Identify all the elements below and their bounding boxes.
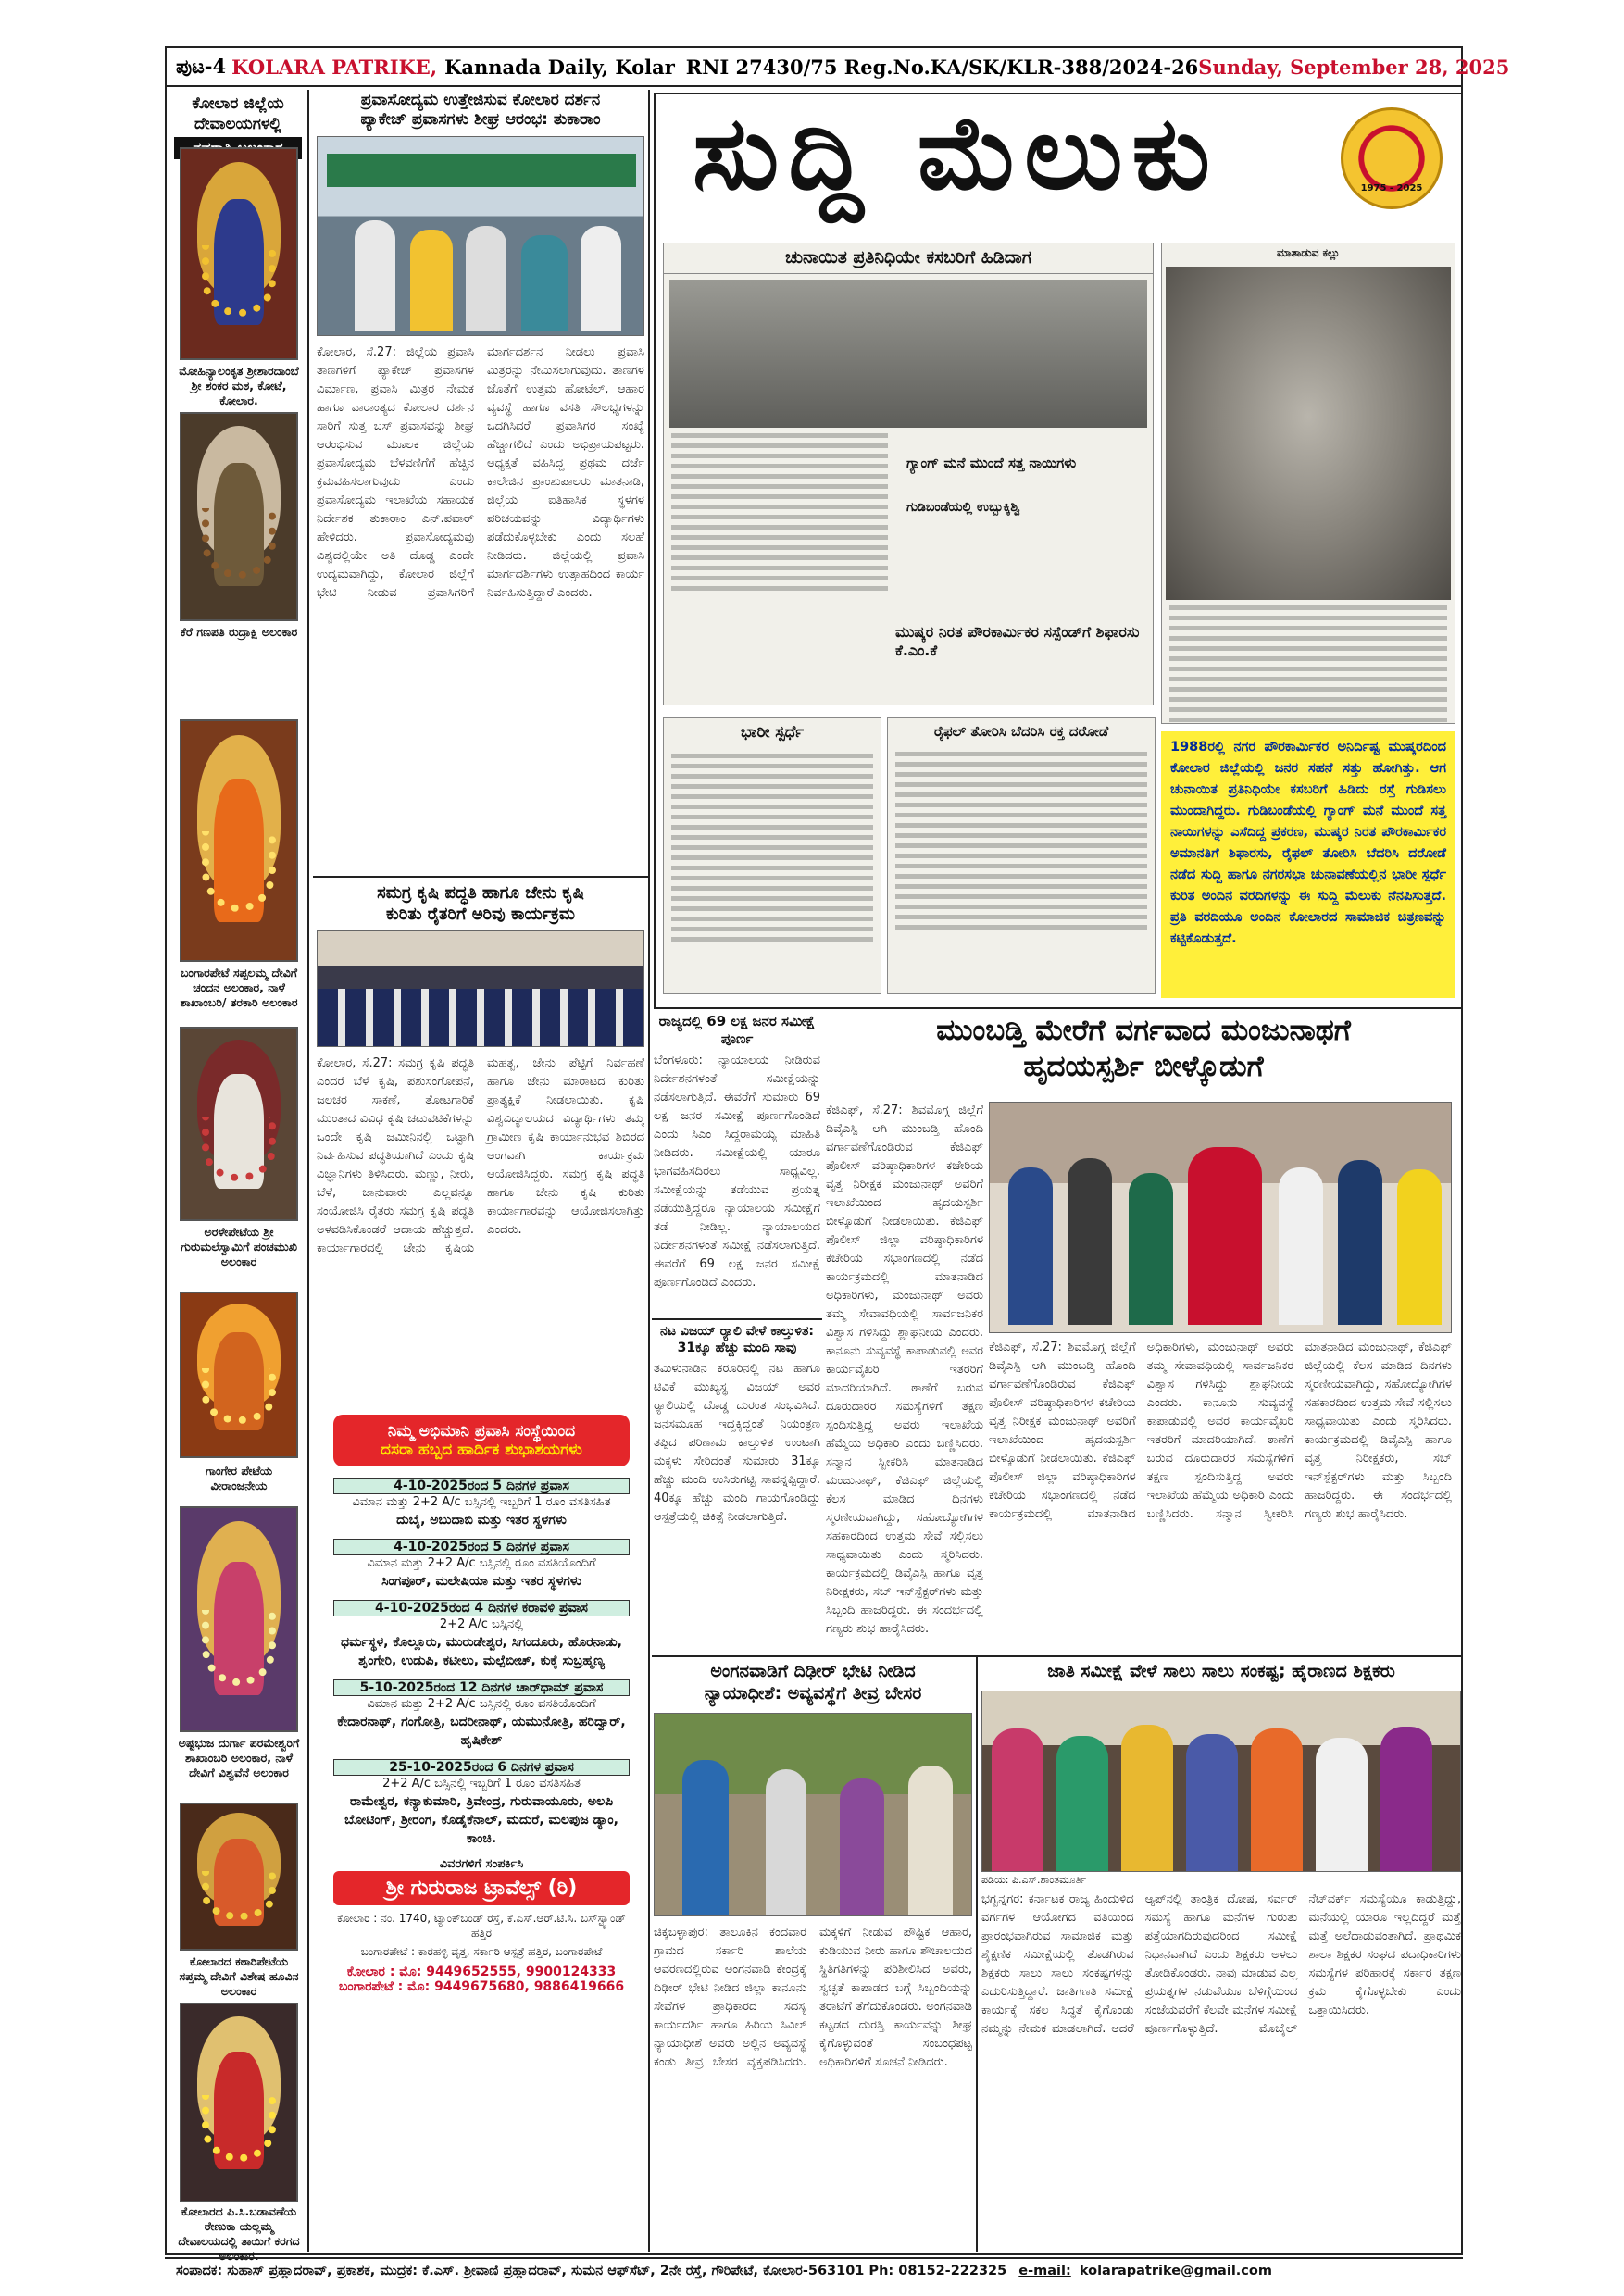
- clip-garbage-headline: ಚುನಾಯಿತ ಪ್ರತಿನಿಧಿಯೇ ಕಸಬರಿಗೆ ಹಿಡಿದಾಗ: [664, 243, 1153, 274]
- article-anganwadi-headline-2: ನ್ಯಾಯಾಧೀಶೆ: ಅವ್ಯವಸ್ಥೆಗೆ ತೀವ್ರ ಬೇಸರ: [704, 1682, 922, 1703]
- temple-heading-1: ಕೋಲಾರ ಜಿಲ್ಲೆಯ: [192, 94, 284, 113]
- temple-caption-7: ಕೋಲಾರದ ಕಠಾರಿಪೇಟೆಯ ಸಪ್ತಮ್ಮ ದೇವಿಗೆ ವಿಶೇಷ ಹೂವಿನ ಅಲಂಕಾರ: [179, 1954, 299, 1998]
- suddi-melaku-section: [654, 93, 1463, 1009]
- article-tourism: [317, 91, 644, 876]
- ad-phone-1: ಕೋಲಾರ : ಮೊ: 9449652555, 9900124333: [346, 1965, 617, 1979]
- article-agriculture-headline-1: ಸಮಗ್ರ ಕೃಷಿ ಪದ್ಧತಿ ಹಾಗೂ ಜೇನು ಕೃಷಿ: [377, 883, 584, 903]
- temple-caption-5: ಗಾಂಗೇರ ಪೇಟೆಯ ವೀರಾಂಜನೇಯ: [205, 1464, 273, 1492]
- ad-company: ಶ್ರೀ ಗುರುರಾಜ ಟ್ರಾವೆಲ್ಸ್ (ರಿ): [333, 1871, 630, 1905]
- paper-subtitle: Kannada Daily, Kolar: [444, 55, 675, 79]
- agriculture-event-photo: [317, 930, 644, 1047]
- clip-garbage: [663, 243, 1154, 705]
- clip-stone-photo: [1166, 267, 1451, 600]
- article-survey-body: ಬೆಂಗಳೂರು: ನ್ಯಾಯಾಲಯ ನೀಡಿರುವ ನಿರ್ದೇಶನಗಳಂತೆ ಸಮೀಕ್ಷೆಯನ್ನು ನಡೆಸಲಾಗುತ್ತಿದೆ. ಈವರೆಗೆ ಸುಮಾರು 69 ಲಕ್ಷ ಜನರ ಸಮೀಕ್ಷೆ ಪೂರ್ಣಗೊಂಡಿದೆ ಎಂದು ಸಿಎಂ ಸಿದ್ದರಾಮಯ್ಯ ಮಾಹಿತಿ ನೀಡಿದರು. ಸಮೀಕ್ಷೆಯಲ್ಲಿ ಯಾರೂ ಭಾಗವಹಿಸದಿರಲು ಸಾಧ್ಯವಿಲ್ಲ. ಸಮೀಕ್ಷೆಯನ್ನು ತಡೆಯುವ ಪ್ರಯತ್ನ ನಡೆಯುತ್ತಿದ್ದರೂ ನ್ಯಾಯಾಲಯ ಸಮೀಕ್ಷೆಗೆ ತಡೆ ನೀಡಿಲ್ಲ. ನ್ಯಾಯಾಲಯದ ನಿರ್ದೇಶನಗಳಂತೆ ಸಮೀಕ್ಷೆ ನಡೆಸಲಾಗುತ್ತಿದೆ. ಈವರೆಗೆ 69 ಲಕ್ಷ ಜನರ ಸಮೀಕ್ಷೆ ಪೂರ್ಣಗೊಂಡಿದೆ ಎಂದರು.: [654, 1053, 820, 1290]
- temple-caption-6: ಅಷ್ಟಭುಜ ದುರ್ಗಾ ಪರಮೇಶ್ವರಿಗೆ ಶಾಖಾಂಬರಿ ಅಲಂಕಾರ, ನಾಳೆ ದೇವಿಗೆ ವಿಶ್ವವೆನೆ ಅಲಂಕಾರ: [178, 1736, 300, 1779]
- article-tourism-headline-2: ಪ್ಯಾಕೇಜ್ ಪ್ರವಾಸಗಳು ಶೀಘ್ರ ಆರಂಭ: ತುಕಾರಾಂ: [360, 110, 601, 130]
- ad-tour-4: [333, 1679, 630, 1750]
- article-caste-survey-body: ಭಗ್ವನ್ನಗರ: ಕರ್ನಾಟಕ ರಾಜ್ಯ ಹಿಂದುಳಿದ ವರ್ಗಗಳ ಆಯೋಗದ ವತಿಯಿಂದ ಪ್ರಾರಂಭವಾಗಿರುವ ಸಾಮಾಜಿಕ ಮತ್ತು ಶೈಕ್ಷಣಿಕ ಸಮೀಕ್ಷೆಯಲ್ಲಿ ತೊಡಗಿರುವ ಶಿಕ್ಷಕರು ಸಾಲು ಸಾಲು ಸಂಕಷ್ಟಗಳನ್ನು ಎದುರಿಸುತ್ತಿದ್ದಾರೆ. ಜಾತಿಗಣತಿ ಸಮೀಕ್ಷೆ ಕಾರ್ಯಕ್ಕೆ ಸಕಲ ಸಿದ್ಧತೆ ಕೈಗೊಂಡು ನಮ್ಮನ್ನು ನೇಮಕ ಮಾಡಲಾಗಿದೆ. ಆದರೆ ಆ್ಯಪ್‌ನಲ್ಲಿ ತಾಂತ್ರಿಕ ದೋಷ, ಸರ್ವರ್ ಸಮಸ್ಯೆ ಹಾಗೂ ಮನೆಗಳ ಗುರುತು ಪತ್ತೆಯಾಗದಿರುವುದರಿಂದ ಸಮೀಕ್ಷೆ ನಿಧಾನವಾಗಿದೆ ಎಂದು ಶಿಕ್ಷಕರು ಅಳಲು ತೋಡಿಕೊಂಡರು. ನಾವು ಮಾಡುವ ಎಲ್ಲ ಪ್ರಯತ್ನಗಳ ನಡುವೆಯೂ ಬೆಳಿಗ್ಗೆಯಿಂದ ಸಂಜೆಯವರೆಗೆ ಕೆಲವೇ ಮನೆಗಳ ಸಮೀಕ್ಷೆ ಪೂರ್ಣಗೊಳ್ಳುತ್ತಿದೆ. ಮೊಬೈಲ್ ನೆಟ್‌ವರ್ಕ್ ಸಮಸ್ಯೆಯೂ ಕಾಡುತ್ತಿದ್ದು, ಮನೆಯಲ್ಲಿ ಯಾರೂ ಇಲ್ಲದಿದ್ದರೆ ಮತ್ತೆ ಮತ್ತೆ ಅಲೆದಾಡುವಂತಾಗಿದೆ. ಪ್ರಾಥಮಿಕ ಶಾಲಾ ಶಿಕ್ಷಕರ ಸಂಘದ ಪದಾಧಿಕಾರಿಗಳು ಸಮಸ್ಯೆಗಳ ಪರಿಹಾರಕ್ಕೆ ಸರ್ಕಾರ ತಕ್ಷಣ ಕ್ರಮ ಕೈಗೊಳ್ಳಬೇಕು ಎಂದು ಒತ್ತಾಯಿಸಿದರು.: [981, 1891, 1461, 2036]
- article-survey-headline: ರಾಜ್ಯದಲ್ಲಿ 69 ಲಕ್ಷ ಜನರ ಸಮೀಕ್ಷೆ ಪೂರ್ಣ: [658, 1013, 816, 1047]
- article-anganwadi-body: ಚಿಕ್ಕಬಳ್ಳಾಪುರ: ತಾಲೂಕಿನ ಕಂದವಾರ ಗ್ರಾಮದ ಸರ್ಕಾರಿ ಶಾಲೆಯ ಆವರಣದಲ್ಲಿರುವ ಅಂಗನವಾಡಿ ಕೇಂದ್ರಕ್ಕೆ ದಿಢೀರ್ ಭೇಟಿ ನೀಡಿದ ಜಿಲ್ಲಾ ಕಾನೂನು ಸೇವೆಗಳ ಪ್ರಾಧಿಕಾರದ ಸದಸ್ಯ ಕಾರ್ಯದರ್ಶಿ ಹಾಗೂ ಹಿರಿಯ ಸಿವಿಲ್ ನ್ಯಾಯಾಧೀಶೆ ಅವರು ಅಲ್ಲಿನ ಅವ್ಯವಸ್ಥೆ ಕಂಡು ತೀವ್ರ ಬೇಸರ ವ್ಯಕ್ತಪಡಿಸಿದರು. ಮಕ್ಕಳಿಗೆ ನೀಡುವ ಪೌಷ್ಟಿಕ ಆಹಾರ, ಕುಡಿಯುವ ನೀರು ಹಾಗೂ ಶೌಚಾಲಯದ ಸ್ಥಿತಿಗತಿಗಳನ್ನು ಪರಿಶೀಲಿಸಿದ ಅವರು, ಸ್ವಚ್ಛತೆ ಕಾಪಾಡದ ಬಗ್ಗೆ ಸಿಬ್ಬಂದಿಯನ್ನು ತರಾಟೆಗೆ ತೆಗೆದುಕೊಂಡರು. ಅಂಗನವಾಡಿ ಕಟ್ಟಡದ ದುರಸ್ತಿ ಕಾರ್ಯವನ್ನು ಶೀಘ್ರ ಕೈಗೊಳ್ಳುವಂತೆ ಸಂಬಂಧಪಟ್ಟ ಅಧಿಕಾರಿಗಳಿಗೆ ಸೂಚನೆ ನೀಡಿದರು.: [654, 1925, 972, 2069]
- temple-caption-8: ಕೋಲಾರದ ಪಿ.ಸಿ.ಬಡಾವಣೆಯ ರೇಣುಕಾ ಯಲ್ಲಮ್ಮ ದೇವಾಲಯದಲ್ಲಿ ತಾಯಿಗೆ ಕರಗದ ಅಲಂಕಾರ.: [178, 2204, 300, 2263]
- ad-tour-2-sub: ವಿಮಾನ ಮತ್ತು 2+2 A/c ಬಸ್ಸಿನಲ್ಲಿ ರೂಂ ವಸತಿಯೊಂದಿಗೆ: [367, 1556, 596, 1570]
- suddi-melaku-title: ಸುದ್ದಿ ಮೆಲುಕು: [693, 93, 1219, 212]
- ad-tour-1-head: 4-10-2025ರಂದ 5 ದಿನಗಳ ಪ್ರವಾಸ: [333, 1478, 630, 1494]
- article-agriculture-headline-2: ಕುರಿತು ರೈತರಿಗೆ ಅರಿವು ಕಾರ್ಯಕ್ರಮ: [385, 904, 576, 924]
- temple-caption-3: ಬಂಗಾರಪೇಟೆ ಸಪ್ಪಲಮ್ಮ ದೇವಿಗೆ ಚಂದನ ಅಲಂಕಾರ, ನಾಳೆ ಶಾಖಾಂಬರಿ/ ತರಕಾರಿ ಅಲಂಕಾರ: [180, 966, 298, 1009]
- clip-stone-caption: ಮಾತಾಡುವ ಕಲ್ಲು: [1276, 246, 1340, 259]
- article-farewell-headline-2: ಹೃದಯಸ್ಪರ್ಶಿ ಬೀಳ್ಕೊಡುಗೆ: [1023, 1049, 1264, 1083]
- ad-tour-3-places: ಧರ್ಮಸ್ಥಳ, ಕೊಲ್ಲೂರು, ಮುರುಡೇಶ್ವರ, ಸಿಗಂದೂರು, ಹೊರನಾಡು, ಶೃಂಗೇರಿ, ಉಡುಪಿ, ಕಟೀಲು, ಮಲ್ಪೆಬೀಚ್, ಕುಕ್ಕೆ ಸುಬ್ರಹ್ಮಣ್ಯ: [341, 1635, 622, 1668]
- ad-tour-2: [333, 1539, 630, 1591]
- clip-gudibande-headline: ಗುಡಿಬಂಡೆಯಲ್ಲಿ ಉಬ್ಬುಕ್ಕಿಶ್ವಿ: [906, 499, 1020, 515]
- temple-photo-7: [180, 1803, 298, 1951]
- logo-years: 1975 - 2025: [1360, 183, 1423, 193]
- article-agriculture-body: ಕೋಲಾರ, ಸೆ.27: ಸಮಗ್ರ ಕೃಷಿ ಪದ್ಧತಿ ಎಂದರೆ ಬೆಳೆ ಕೃಷಿ, ಪಶುಸಂಗೋಪನೆ, ಜಲಚರ ಸಾಕಣೆ, ತೋಟಗಾರಿಕೆ ಮುಂತಾದ ವಿವಿಧ ಕೃಷಿ ಚಟುವಟಿಕೆಗಳನ್ನು ಒಂದೇ ಕೃಷಿ ಜಮೀನಿನಲ್ಲಿ ಒಟ್ಟಾಗಿ ನಿರ್ವಹಿಸುವ ಪದ್ಧತಿಯಾಗಿದೆ ಎಂದು ಕೃಷಿ ವಿಜ್ಞಾನಿಗಳು ತಿಳಿಸಿದರು. ಮಣ್ಣು, ನೀರು, ಬೆಳೆ, ಜಾನುವಾರು ಎಲ್ಲವನ್ನೂ ಸಂಯೋಜಿಸಿ ರೈತರು ಸಮಗ್ರ ಕೃಷಿ ಪದ್ಧತಿ ಅಳವಡಿಸಿಕೊಂಡರೆ ಆದಾಯ ಹೆಚ್ಚುತ್ತದೆ. ಕಾರ್ಯಾಗಾರದಲ್ಲಿ ಜೇನು ಕೃಷಿಯ ಮಹತ್ವ, ಜೇನು ಪೆಟ್ಟಿಗೆ ನಿರ್ವಹಣೆ ಹಾಗೂ ಜೇನು ಮಾರಾಟದ ಕುರಿತು ಪ್ರಾತ್ಯಕ್ಷಿಕೆ ನೀಡಲಾಯಿತು. ಕೃಷಿ ವಿಶ್ವವಿದ್ಯಾಲಯದ ವಿದ್ಯಾರ್ಥಿಗಳು ತಮ್ಮ ಗ್ರಾಮೀಣ ಕೃಷಿ ಕಾರ್ಯಾನುಭವ ಶಿಬಿರದ ಅಂಗವಾಗಿ ಕಾರ್ಯಕ್ರಮ ಆಯೋಜಿಸಿದ್ದರು. ಸಮಗ್ರ ಕೃಷಿ ಪದ್ಧತಿ ಹಾಗೂ ಜೇನು ಕೃಷಿ ಕುರಿತು ಕಾರ್ಯಾಗಾರವನ್ನು ಆಯೋಜಿಸಲಾಗಿತ್ತು ಎಂದರು.: [317, 1056, 644, 1255]
- ad-top-banner: [333, 1415, 630, 1466]
- ad-tour-5-head: 25-10-2025ರಂದ 6 ದಿನಗಳ ಪ್ರವಾಸ: [333, 1759, 630, 1776]
- registration-number: RNI 27430/75 Reg.No.KA/SK/KLR-388/2024-26: [685, 55, 1199, 79]
- ad-tour-5-sub: 2+2 A/c ಬಸ್ಸಿನಲ್ಲಿ ಇಬ್ಬರಿಗೆ 1 ರೂಂ ವಸತಿಸಹಿತ: [382, 1777, 581, 1791]
- article-farewell-headline-1: ಮುಂಬಡ್ತಿ ಮೇರೆಗೆ ವರ್ಗವಾದ ಮಂಜುನಾಥಗೆ: [936, 1014, 1351, 1047]
- temple-caption-4: ಅರಳೇಪೇಟೆಯ ಶ್ರೀ ಗುರುಮಲೆಸ್ವಾಮಿಗೆ ಪಂಚಮುಖಿ ಅಲಂಕಾರ: [181, 1225, 297, 1268]
- travel-advertisement: [333, 1415, 630, 2248]
- anniversary-logo: [1341, 107, 1443, 209]
- article-stampede-headline: ನಟ ವಿಜಯ್ ರ್‍ಯಾಲಿ ವೇಳೆ ಕಾಲ್ತುಳಿತ: 31ಕ್ಕೂ ಹೆಚ್ಚು ಮಂದಿ ಸಾವು: [660, 1324, 814, 1355]
- ad-tour-5: [333, 1759, 630, 1848]
- imprint-text: ಸಂಪಾದಕ: ಸುಹಾಸ್ ಪ್ರಹ್ಲಾದರಾವ್, ಪ್ರಕಾಶಕ, ಮುದ್ರಕ: ಕೆ.ಎಸ್. ಶ್ರೀವಾಣಿ ಪ್ರಹ್ಲಾದರಾವ್, ಸುಮನ ಆಫ್‌ಸೆಟ್, 2ನೇ ರಸ್ತೆ, ಗೌರಿಪೇಟೆ, ಕೋಲಾರ-563101 Ph: 08152-222325: [176, 2264, 1007, 2278]
- ad-tour-1-places: ದುಬೈ, ಅಬುದಾಬಿ ಮತ್ತು ಇತರ ಸ್ಥಳಗಳು: [396, 1513, 567, 1528]
- temple-photo-1: [180, 147, 298, 360]
- clip-robbery-headline: ರೈಫಲ್ ತೋರಿಸಿ ಬೆದರಿಸಿ ರಕ್ತ ದರೋಡೆ: [933, 723, 1109, 740]
- ad-phone-2: ಬಂಗಾರಪೇಟೆ : ಮೊ: 9449675680, 9886419666: [338, 1979, 625, 1994]
- ad-address-2: ಬಂಗಾರಪೇಟೆ : ಕಾರಹಳ್ಳಿ ವೃತ್ತ, ಸರ್ಕಾರಿ ಆಸ್ಪತ್ರೆ ಹತ್ತಿರ, ಬಂಗಾರಪೇಟೆ: [360, 1945, 603, 1958]
- ad-tour-4-sub: ವಿಮಾನ ಮತ್ತು 2+2 A/c ಬಸ್ಸಿನಲ್ಲಿ ರೂಂ ವಸತಿಯೊಂದಿಗೆ: [367, 1697, 596, 1711]
- article-farewell-body: ಕೆಜಿಎಫ್, ಸೆ.27: ಶಿವಮೊಗ್ಗ ಜಿಲ್ಲೆಗೆ ಡಿವೈಎಸ್ಪಿ ಆಗಿ ಮುಂಬಡ್ತಿ ಹೊಂದಿ ವರ್ಗಾವಣೆಗೊಂಡಿರುವ ಕೆಜಿಎಫ್ ಪೊಲೀಸ್ ವರಿಷ್ಠಾಧಿಕಾರಿಗಳ ಕಚೇರಿಯ ವೃತ್ತ ನಿರೀಕ್ಷಕ ಮಂಜುನಾಥ್ ಅವರಿಗೆ ಇಲಾಖೆಯಿಂದ ಹೃದಯಸ್ಪರ್ಶಿ ಬೀಳ್ಕೊಡುಗೆ ನೀಡಲಾಯಿತು. ಕೆಜಿಎಫ್ ಪೊಲೀಸ್ ಜಿಲ್ಲಾ ವರಿಷ್ಠಾಧಿಕಾರಿಗಳ ಕಚೇರಿಯ ಸಭಾಂಗಣದಲ್ಲಿ ನಡೆದ ಕಾರ್ಯಕ್ರಮದಲ್ಲಿ ಮಾತನಾಡಿದ ಅಧಿಕಾರಿಗಳು, ಮಂಜುನಾಥ್ ಅವರು ತಮ್ಮ ಸೇವಾವಧಿಯಲ್ಲಿ ಸಾರ್ವಜನಿಕರ ವಿಶ್ವಾಸ ಗಳಿಸಿದ್ದು ಶ್ಲಾಘನೀಯ ಎಂದರು. ಕಾನೂನು ಸುವ್ಯವಸ್ಥೆ ಕಾಪಾಡುವಲ್ಲಿ ಅವರ ಕಾರ್ಯವೈಖರಿ ಇತರರಿಗೆ ಮಾದರಿಯಾಗಿದೆ. ಠಾಣೆಗೆ ಬರುವ ದೂರುದಾರರ ಸಮಸ್ಯೆಗಳಿಗೆ ತಕ್ಷಣ ಸ್ಪಂದಿಸುತ್ತಿದ್ದ ಅವರು ಇಲಾಖೆಯ ಹೆಮ್ಮೆಯ ಅಧಿಕಾರಿ ಎಂದು ಬಣ್ಣಿಸಿದರು. ಸನ್ಮಾನ ಸ್ವೀಕರಿಸಿ ಮಾತನಾಡಿದ ಮಂಜುನಾಥ್, ಕೆಜಿಎಫ್ ಜಿಲ್ಲೆಯಲ್ಲಿ ಕೆಲಸ ಮಾಡಿದ ದಿನಗಳು ಸ್ಮರಣೀಯವಾಗಿದ್ದು, ಸಹೋದ್ಯೋಗಿಗಳ ಸಹಕಾರದಿಂದ ಉತ್ತಮ ಸೇವೆ ಸಲ್ಲಿಸಲು ಸಾಧ್ಯವಾಯಿತು ಎಂದು ಸ್ಮರಿಸಿದರು. ಕಾರ್ಯಕ್ರಮದಲ್ಲಿ ಡಿವೈಎಸ್ಪಿ ಹಾಗೂ ವೃತ್ತ ನಿರೀಕ್ಷಕರು, ಸಬ್ ಇನ್‌ಸ್ಪೆಕ್ಟರ್‌ಗಳು ಮತ್ತು ಸಿಬ್ಬಂದಿ ಹಾಜರಿದ್ದರು. ಈ ಸಂದರ್ಭದಲ್ಲಿ ಗಣ್ಯರು ಶುಭ ಹಾರೈಸಿದರು.: [826, 1104, 983, 1636]
- article-anganwadi: [654, 1661, 972, 2250]
- anganwadi-photo: [654, 1713, 972, 1916]
- temple-photo-4: [180, 1027, 298, 1221]
- ad-tour-4-head: 5-10-2025ರಂದ 12 ದಿನಗಳ ಚಾರ್‌ಧಾಮ್ ಪ್ರವಾಸ: [333, 1679, 630, 1696]
- clip-stone: [1161, 243, 1455, 724]
- article-caste-survey: [981, 1661, 1461, 2250]
- email-label: e-mail:: [1018, 2264, 1071, 2278]
- article-stampede: [654, 1324, 820, 1653]
- paper-name: KOLARA PATRIKE,: [231, 55, 438, 79]
- clip-garbage-photo: [669, 280, 1147, 428]
- clip-strike-headline: ಮುಷ್ಕರ ನಿರತ ಪೌರಕಾರ್ಮಿಕರ ಸಸ್ಪೆಂಡ್‌ಗೆ ಶಿಫಾರಸು ಕೆ.ಎಂ.ಕೆ: [895, 623, 1140, 659]
- article-tourism-headline-1: ಪ್ರವಾಸೋದ್ಯಮ ಉತ್ತೇಜಿಸುವ ಕೋಲಾರ ದರ್ಶನ: [360, 91, 601, 109]
- suddi-summary: 1988ರಲ್ಲಿ ನಗರ ಪೌರಕಾರ್ಮಿಕರ ಅನಿರ್ದಿಷ್ಟ ಮುಷ್ಕರದಿಂದ ಕೋಲಾರ ಜಿಲ್ಲೆಯಲ್ಲಿ ಜನರ ಸಹನೆ ಸತ್ತು ಹೋಗಿತ್ತು. ಆಗ ಚುನಾಯಿತ ಪ್ರತಿನಿಧಿಯೇ ಕಸಬರಿಗೆ ಹಿಡಿದು ರಸ್ತೆ ಗುಡಿಸಲು ಮುಂದಾಗಿದ್ದರು. ಗುಡಿಬಂಡೆಯಲ್ಲಿ ಗ್ಯಾಂಗ್ ಮನೆ ಮುಂದೆ ಸತ್ತ ನಾಯಿಗಳನ್ನು ಎಸೆದಿದ್ದ ಪ್ರಕರಣ, ಮುಷ್ಕರ ನಿರತ ಪೌರಕಾರ್ಮಿಕರ ಅಮಾನತಿಗೆ ಶಿಫಾರಸು, ರೈಫಲ್ ತೋರಿಸಿ ಬೆದರಿಸಿ ದರೋಡೆ ನಡೆದ ಸುದ್ದಿ ಹಾಗೂ ನಗರಸಭಾ ಚುನಾವಣೆಯಲ್ಲಿನ ಭಾರೀ ಸ್ಪರ್ಧೆ ಕುರಿತ ಅಂದಿನ ವರದಿಗಳನ್ನು ಈ ಸುದ್ದಿ ಮೆಲುಕು ನೆನಪಿಸುತ್ತದೆ. ಪ್ರತಿ ವರದಿಯೂ ಅಂದಿನ ಕೋಲಾರದ ಸಾಮಾಜಿಕ ಚಿತ್ರಣವನ್ನು ಕಟ್ಟಿಕೊಡುತ್ತದೆ.: [1161, 731, 1455, 998]
- masthead: [165, 48, 1510, 87]
- article-agriculture: [317, 883, 644, 1402]
- article-stampede-body: ತಮಿಳುನಾಡಿನ ಕರೂರಿನಲ್ಲಿ ನಟ ಹಾಗೂ ಟಿವಿಕೆ ಮುಖ್ಯಸ್ಥ ವಿಜಯ್ ಅವರ ರ್‍ಯಾಲಿಯಲ್ಲಿ ದೊಡ್ಡ ದುರಂತ ಸಂಭವಿಸಿದೆ. ಜನಸಮೂಹ ಇದ್ದಕ್ಕಿದ್ದಂತೆ ನಿಯಂತ್ರಣ ತಪ್ಪಿದ ಪರಿಣಾಮ ಕಾಲ್ತುಳಿತ ಉಂಟಾಗಿ ಮಕ್ಕಳು ಸೇರಿದಂತೆ ಸುಮಾರು 31ಕ್ಕೂ ಹೆಚ್ಚು ಮಂದಿ ಉಸಿರುಗಟ್ಟಿ ಸಾವನ್ನಪ್ಪಿದ್ದಾರೆ. 40ಕ್ಕೂ ಹೆಚ್ಚು ಮಂದಿ ಗಾಯಗೊಂಡಿದ್ದು ಆಸ್ಪತ್ರೆಯಲ್ಲಿ ಚಿಕಿತ್ಸೆ ನೀಡಲಾಗುತ್ತಿದೆ.: [654, 1362, 820, 1524]
- ad-top-line-2: ದಸರಾ ಹಬ್ಬದ ಹಾರ್ದಿಕ ಶುಭಾಶಯಗಳು: [381, 1441, 582, 1459]
- clip-competition-headline: ಭಾರೀ ಸ್ಪರ್ಧೆ: [740, 723, 805, 742]
- ad-tour-2-head: 4-10-2025ರಂದ 5 ದಿನಗಳ ಪ್ರವಾಸ: [333, 1539, 630, 1555]
- ad-tour-5-places: ರಾಮೇಶ್ವರ, ಕನ್ಯಾಕುಮಾರಿ, ತ್ರಿವೇಂದ್ರ, ಗುರುವಾಯೂರು, ಅಲಪಿ ಬೋಟಿಂಗ್, ಶ್ರೀರಂಗ, ಕೊಡೈಕೆನಾಲ್, ಮದುರೆ, ಮಲಪುಜ ಡ್ಯಾಂ, ಕಾಂಚಿ.: [344, 1794, 618, 1846]
- ad-tour-2-places: ಸಿಂಗಪೂರ್, ಮಲೇಷಿಯಾ ಮತ್ತು ಇತರ ಸ್ಥಳಗಳು: [381, 1574, 581, 1589]
- article-farewell: [826, 1013, 1461, 1652]
- ad-tour-3: [333, 1600, 630, 1670]
- temple-photo-2: [180, 412, 298, 621]
- ad-top-line-1: ನಿಮ್ಮ ಅಭಿಮಾನಿ ಪ್ರವಾಸಿ ಸಂಸ್ಥೆಯಿಂದ: [387, 1422, 576, 1441]
- article-farewell-body-right: [989, 1339, 1452, 1648]
- ad-tour-4-places: ಕೇದಾರನಾಥ್, ಗಂಗೋತ್ರಿ, ಬದರೀನಾಥ್, ಯಮುನೋತ್ರಿ, ಹರಿದ್ವಾರ್, ಹೃಷಿಕೇಶ್: [337, 1715, 626, 1748]
- ad-tour-1: [333, 1478, 630, 1529]
- temple-photo-6: [180, 1506, 298, 1732]
- article-survey: [654, 1013, 820, 1315]
- page-number: ಪುಟ-4: [176, 55, 227, 78]
- article-anganwadi-headline-1: ಅಂಗನವಾಡಿಗೆ ದಿಢೀರ್ ಭೇಟಿ ನೀಡಿದ: [710, 1661, 916, 1681]
- temple-photo-5: [180, 1292, 298, 1458]
- temple-photo-3: [180, 719, 298, 962]
- clip-robbery: [887, 717, 1156, 994]
- email-address[interactable]: kolarapatrike@gmail.com: [1079, 2264, 1272, 2278]
- issue-date: Sunday, September 28, 2025: [1198, 55, 1510, 79]
- ad-address-1: ಕೋಲಾರ : ನಂ. 1740, ಟ್ಯಾಂಕ್‌ಬಂಡ್ ರಸ್ತೆ, ಕೆ.ಎಸ್.ಆರ್.ಟಿ.ಸಿ. ಬಸ್‌ಸ್ಟ್ಯಾಂಡ್ ಹತ್ತಿರ: [337, 1912, 626, 1940]
- temple-column: [169, 90, 309, 2263]
- temple-caption-2: ಕೆರೆ ಗಣಪತಿ ರುದ್ರಾಕ್ಷಿ ಅಲಂಕಾರ: [180, 625, 298, 639]
- ad-tour-3-sub: 2+2 A/c ಬಸ್ಸಿನಲ್ಲಿ: [439, 1617, 524, 1631]
- farewell-photo: [989, 1102, 1452, 1333]
- temple-caption-1: ಮೋಹಿನ್ಯಾಲಂಕೃತ ಶ್ರೀಶಾರದಾಂಬೆ ಶ್ರೀ ಶಂಕರ ಮಠ, ಕೋಟೆ, ಕೋಲಾರ.: [179, 364, 299, 407]
- caste-survey-photo: [981, 1691, 1461, 1872]
- temple-photo-8: [180, 2003, 298, 2202]
- caste-survey-photo-credit: ಪಡಿಯ: ಪಿ.ಎಸ್.ಶಾಂತಮೂರ್ತಿ: [981, 1873, 1087, 1886]
- temple-heading-2: ದೇವಾಲಯಗಳಲ್ಲಿ: [194, 115, 281, 133]
- article-farewell-body-left: [826, 1102, 983, 1648]
- article-tourism-body: ಕೋಲಾರ, ಸೆ.27: ಜಿಲ್ಲೆಯ ಪ್ರವಾಸಿ ತಾಣಗಳಿಗೆ ಪ್ಯಾಕೇಜ್ ಪ್ರವಾಸಗಳ ವಿರ್ಮಾಣ, ಪ್ರವಾಸಿ ಮಿತ್ರರ ನೇಮಕ ಹಾಗೂ ವಾರಾಂತ್ಯದ ಕೋಲಾರ ದರ್ಶನ ಸಾರಿಗೆ ಸುತ್ತ ಬಸ್ ಪ್ರವಾಸವನ್ನು ಶೀಘ್ರ ಆರಂಭಿಸುವ ಮೂಲಕ ಜಿಲ್ಲೆಯ ಪ್ರವಾಸೋದ್ಯಮ ಬೆಳವಣಿಗೆಗೆ ಹೆಚ್ಚಿನ ಕ್ರಮವಹಿಸಲಾಗುವುದು ಎಂದು ಪ್ರವಾಸೋದ್ಯಮ ಇಲಾಖೆಯ ಸಹಾಯಕ ನಿರ್ದೇಶಕ ತುಕಾರಾಂ ಎನ್.ಪವಾರ್ ಹೇಳಿದರು. ಪ್ರವಾಸೋದ್ಯಮವು ವಿಶ್ವದಲ್ಲಿಯೇ ಅತಿ ದೊಡ್ಡ ಎಂದೇ ಉದ್ಯಮವಾಗಿದ್ದು, ಕೋಲಾರ ಜಿಲ್ಲೆಗೆ ಭೇಟಿ ನೀಡುವ ಪ್ರವಾಸಿಗರಿಗೆ ಮಾರ್ಗದರ್ಶನ ನೀಡಲು ಪ್ರವಾಸಿ ಮಿತ್ರರನ್ನು ನೇಮಿಸಲಾಗುವುದು. ತಾಣಗಳ ಜೊತೆಗೆ ಉತ್ತಮ ಹೋಟೆಲ್, ಆಹಾರ ವ್ಯವಸ್ಥೆ ಹಾಗೂ ವಸತಿ ಸೌಲಭ್ಯಗಳನ್ನು ಒದಗಿಸಿದರೆ ಪ್ರವಾಸಿಗರ ಸಂಖ್ಯೆ ಹೆಚ್ಚಾಗಲಿದೆ ಎಂದು ಅಭಿಪ್ರಾಯಪಟ್ಟರು. ಅಧ್ಯಕ್ಷತೆ ವಹಿಸಿದ್ದ ಪ್ರಥಮ ದರ್ಜೆ ಕಾಲೇಜಿನ ಪ್ರಾಂಶುಪಾಲರು ಮಾತನಾಡಿ, ಜಿಲ್ಲೆಯ ಐತಿಹಾಸಿಕ ಸ್ಥಳಗಳ ಪರಿಚಯವನ್ನು ವಿದ್ಯಾರ್ಥಿಗಳು ಪಡೆದುಕೊಳ್ಳಬೇಕು ಎಂದು ಸಲಹೆ ನೀಡಿದರು. ಜಿಲ್ಲೆಯಲ್ಲಿ ಪ್ರವಾಸಿ ಮಾರ್ಗದರ್ಶಿಗಳು ಉತ್ಸಾಹದಿಂದ ಕಾರ್ಯ ನಿರ್ವಹಿಸುತ್ತಿದ್ದಾರೆ ಎಂದರು.: [317, 344, 644, 600]
- article-farewell-body-continued: ಕೆಜಿಎಫ್, ಸೆ.27: ಶಿವಮೊಗ್ಗ ಜಿಲ್ಲೆಗೆ ಡಿವೈಎಸ್ಪಿ ಆಗಿ ಮುಂಬಡ್ತಿ ಹೊಂದಿ ವರ್ಗಾವಣೆಗೊಂಡಿರುವ ಕೆಜಿಎಫ್ ಪೊಲೀಸ್ ವರಿಷ್ಠಾಧಿಕಾರಿಗಳ ಕಚೇರಿಯ ವೃತ್ತ ನಿರೀಕ್ಷಕ ಮಂಜುನಾಥ್ ಅವರಿಗೆ ಇಲಾಖೆಯಿಂದ ಹೃದಯಸ್ಪರ್ಶಿ ಬೀಳ್ಕೊಡುಗೆ ನೀಡಲಾಯಿತು. ಕೆಜಿಎಫ್ ಪೊಲೀಸ್ ಜಿಲ್ಲಾ ವರಿಷ್ಠಾಧಿಕಾರಿಗಳ ಕಚೇರಿಯ ಸಭಾಂಗಣದಲ್ಲಿ ನಡೆದ ಕಾರ್ಯಕ್ರಮದಲ್ಲಿ ಮಾತನಾಡಿದ ಅಧಿಕಾರಿಗಳು, ಮಂಜುನಾಥ್ ಅವರು ತಮ್ಮ ಸೇವಾವಧಿಯಲ್ಲಿ ಸಾರ್ವಜನಿಕರ ವಿಶ್ವಾಸ ಗಳಿಸಿದ್ದು ಶ್ಲಾಘನೀಯ ಎಂದರು. ಕಾನೂನು ಸುವ್ಯವಸ್ಥೆ ಕಾಪಾಡುವಲ್ಲಿ ಅವರ ಕಾರ್ಯವೈಖರಿ ಇತರರಿಗೆ ಮಾದರಿಯಾಗಿದೆ. ಠಾಣೆಗೆ ಬರುವ ದೂರುದಾರರ ಸಮಸ್ಯೆಗಳಿಗೆ ತಕ್ಷಣ ಸ್ಪಂದಿಸುತ್ತಿದ್ದ ಅವರು ಇಲಾಖೆಯ ಹೆಮ್ಮೆಯ ಅಧಿಕಾರಿ ಎಂದು ಬಣ್ಣಿಸಿದರು. ಸನ್ಮಾನ ಸ್ವೀಕರಿಸಿ ಮಾತನಾಡಿದ ಮಂಜುನಾಥ್, ಕೆಜಿಎಫ್ ಜಿಲ್ಲೆಯಲ್ಲಿ ಕೆಲಸ ಮಾಡಿದ ದಿನಗಳು ಸ್ಮರಣೀಯವಾಗಿದ್ದು, ಸಹೋದ್ಯೋಗಿಗಳ ಸಹಕಾರದಿಂದ ಉತ್ತಮ ಸೇವೆ ಸಲ್ಲಿಸಲು ಸಾಧ್ಯವಾಯಿತು ಎಂದು ಸ್ಮರಿಸಿದರು. ಕಾರ್ಯಕ್ರಮದಲ್ಲಿ ಡಿವೈಎಸ್ಪಿ ಹಾಗೂ ವೃತ್ತ ನಿರೀಕ್ಷಕರು, ಸಬ್ ಇನ್‌ಸ್ಪೆಕ್ಟರ್‌ಗಳು ಮತ್ತು ಸಿಬ್ಬಂದಿ ಹಾಜರಿದ್ದರು. ಈ ಸಂದರ್ಭದಲ್ಲಿ ಗಣ್ಯರು ಶುಭ ಹಾರೈಸಿದರು.: [989, 1341, 1452, 1521]
- clip-competition: [663, 717, 881, 994]
- imprint-footer: [165, 2257, 1463, 2285]
- ad-contact-label: ವಿವರಗಳಿಗೆ ಸಂಪರ್ಕಿಸಿ: [439, 1857, 524, 1871]
- tourism-event-photo: [317, 136, 644, 336]
- ad-tour-3-head: 4-10-2025ರಂದ 4 ದಿನಗಳ ಕರಾವಳಿ ಪ್ರವಾಸ: [333, 1600, 630, 1616]
- clip-dogs-headline: ಗ್ಯಾಂಗ್ ಮನೆ ಮುಂದೆ ಸತ್ತ ನಾಯಿಗಳು: [906, 455, 1077, 471]
- ad-tour-1-sub: ವಿಮಾನ ಮತ್ತು 2+2 A/c ಬಸ್ಸಿನಲ್ಲಿ ಇಬ್ಬರಿಗೆ 1 ರೂಂ ವಸತಿಸಹಿತ: [352, 1495, 611, 1509]
- article-caste-survey-headline: ಜಾತಿ ಸಮೀಕ್ಷೆ ವೇಳೆ ಸಾಲು ಸಾಲು ಸಂಕಷ್ಟ; ಹೈರಾಣದ ಶಿಕ್ಷಕರು: [1047, 1661, 1395, 1681]
